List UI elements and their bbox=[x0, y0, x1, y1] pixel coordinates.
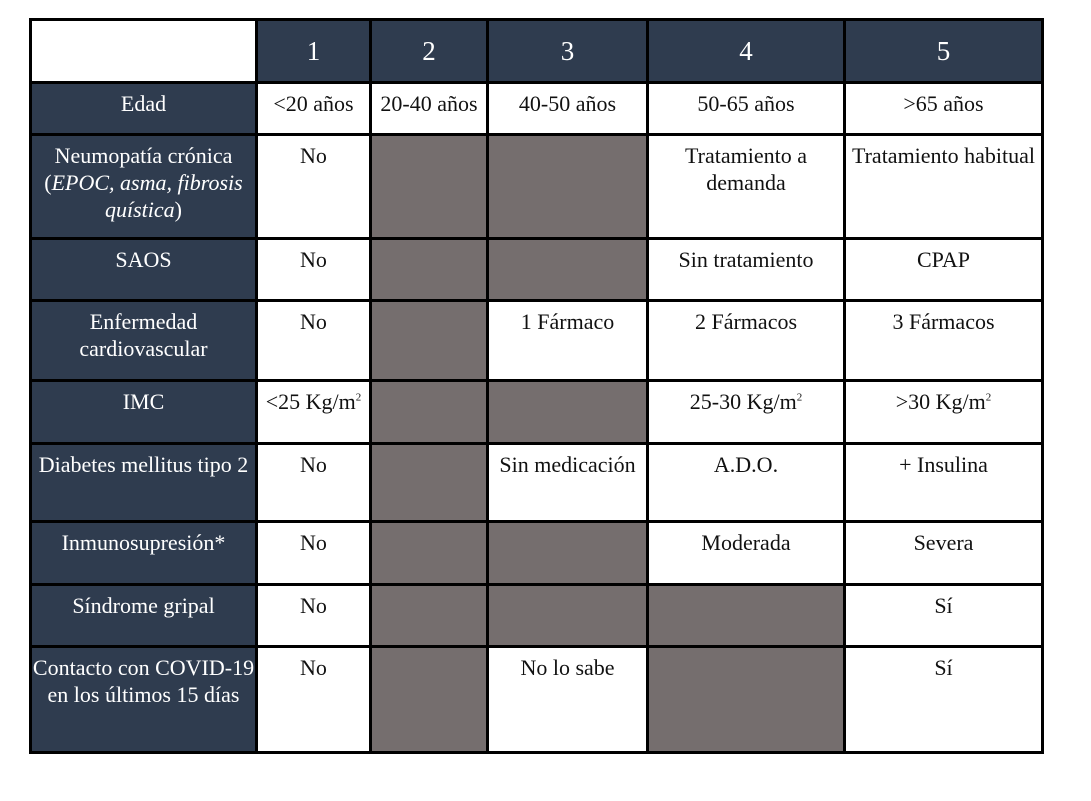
col-header-4: 4 bbox=[648, 20, 845, 83]
cell-inmunosupresion-5: Severa bbox=[845, 522, 1043, 585]
row-label-cardiovascular: Enfermedad cardiovascular bbox=[31, 301, 257, 381]
col-header-1: 1 bbox=[257, 20, 371, 83]
cell-neumopatia-1: No bbox=[257, 135, 371, 239]
cell-sindrome-gripal-3 bbox=[488, 585, 648, 647]
cell-imc-2 bbox=[371, 381, 488, 444]
cell-saos-5: CPAP bbox=[845, 239, 1043, 301]
cell-saos-1: No bbox=[257, 239, 371, 301]
cell-cardiovascular-1: No bbox=[257, 301, 371, 381]
cell-sindrome-gripal-5: Sí bbox=[845, 585, 1043, 647]
cell-edad-1: <20 años bbox=[257, 83, 371, 135]
row-label-neumopatia: Neumopatía crónica (EPOC, asma, fibrosis quística) bbox=[31, 135, 257, 239]
row-label-edad: Edad bbox=[31, 83, 257, 135]
cell-edad-4: 50-65 años bbox=[648, 83, 845, 135]
cell-diabetes-2 bbox=[371, 444, 488, 522]
cell-edad-5: >65 años bbox=[845, 83, 1043, 135]
row-cardiovascular bbox=[31, 301, 1043, 381]
row-label-diabetes: Diabetes mellitus tipo 2 bbox=[31, 444, 257, 522]
cell-neumopatia-3 bbox=[488, 135, 648, 239]
row-label-saos: SAOS bbox=[31, 239, 257, 301]
col-header-3: 3 bbox=[488, 20, 648, 83]
row-label-inmunosupresion: Inmunosupresión* bbox=[31, 522, 257, 585]
row-diabetes bbox=[31, 444, 1043, 522]
cell-contacto-covid-4 bbox=[648, 647, 845, 753]
row-label-imc: IMC bbox=[31, 381, 257, 444]
row-inmunosupresion bbox=[31, 522, 1043, 585]
row-edad bbox=[31, 83, 1043, 135]
row-neumopatia bbox=[31, 135, 1043, 239]
col-header-2: 2 bbox=[371, 20, 488, 83]
cell-saos-2 bbox=[371, 239, 488, 301]
cell-inmunosupresion-2 bbox=[371, 522, 488, 585]
cell-contacto-covid-3: No lo sabe bbox=[488, 647, 648, 753]
row-label-contacto-covid: Contacto con COVID-19 en los últimos 15 días bbox=[31, 647, 257, 753]
cell-contacto-covid-5: Sí bbox=[845, 647, 1043, 753]
cell-neumopatia-2 bbox=[371, 135, 488, 239]
risk-score-table bbox=[29, 18, 1044, 754]
row-label-sindrome-gripal: Síndrome gripal bbox=[31, 585, 257, 647]
cell-neumopatia-4: Tratamiento a demanda bbox=[648, 135, 845, 239]
row-imc bbox=[31, 381, 1043, 444]
cell-cardiovascular-3: 1 Fármaco bbox=[488, 301, 648, 381]
cell-saos-4: Sin tratamiento bbox=[648, 239, 845, 301]
col-header-5: 5 bbox=[845, 20, 1043, 83]
cell-edad-2: 20-40 años bbox=[371, 83, 488, 135]
cell-diabetes-4: A.D.O. bbox=[648, 444, 845, 522]
cell-cardiovascular-5: 3 Fármacos bbox=[845, 301, 1043, 381]
cell-contacto-covid-1: No bbox=[257, 647, 371, 753]
cell-cardiovascular-4: 2 Fármacos bbox=[648, 301, 845, 381]
cell-imc-1: <25 $Kg/m^2$ bbox=[257, 381, 371, 444]
row-sindrome-gripal bbox=[31, 585, 1043, 647]
cell-imc-4: 25-30 $Kg/m^2$ bbox=[648, 381, 845, 444]
cell-inmunosupresion-1: No bbox=[257, 522, 371, 585]
cell-diabetes-5: + Insulina bbox=[845, 444, 1043, 522]
cell-contacto-covid-2 bbox=[371, 647, 488, 753]
cell-imc-3 bbox=[488, 381, 648, 444]
cell-inmunosupresion-4: Moderada bbox=[648, 522, 845, 585]
cell-inmunosupresion-3 bbox=[488, 522, 648, 585]
cell-imc-5: >30 $Kg/m^2$ bbox=[845, 381, 1043, 444]
corner-cell bbox=[31, 20, 257, 83]
cell-sindrome-gripal-2 bbox=[371, 585, 488, 647]
cell-neumopatia-5: Tratamiento habitual bbox=[845, 135, 1043, 239]
cell-sindrome-gripal-1: No bbox=[257, 585, 371, 647]
header-row bbox=[31, 20, 1043, 83]
cell-edad-3: 40-50 años bbox=[488, 83, 648, 135]
cell-cardiovascular-2 bbox=[371, 301, 488, 381]
cell-diabetes-3: Sin medicación bbox=[488, 444, 648, 522]
cell-diabetes-1: No bbox=[257, 444, 371, 522]
row-contacto-covid bbox=[31, 647, 1043, 753]
cell-saos-3 bbox=[488, 239, 648, 301]
row-saos bbox=[31, 239, 1043, 301]
cell-sindrome-gripal-4 bbox=[648, 585, 845, 647]
